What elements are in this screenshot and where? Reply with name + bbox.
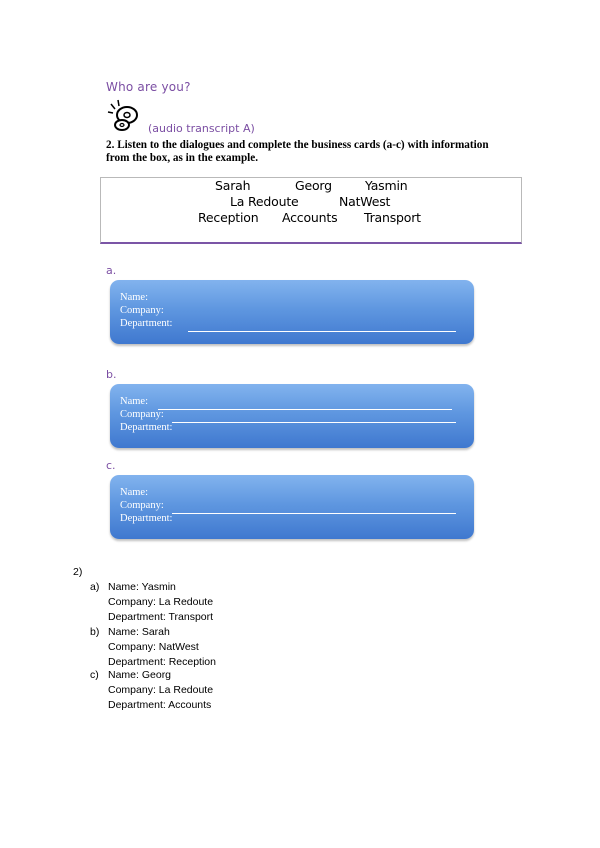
word-reception: Reception	[198, 210, 259, 225]
card-letter-b: b.	[106, 368, 117, 381]
word-georg: Georg	[295, 178, 332, 193]
card-name-label: Name:	[120, 487, 148, 498]
card-name-label: Name:	[120, 292, 148, 303]
word-natwest: NatWest	[339, 194, 391, 209]
audio-cd-icon	[106, 98, 144, 132]
worksheet-title: Who are you?	[106, 80, 191, 94]
answer-b-name: Name: Sarah	[108, 626, 170, 638]
word-la-redoute: La Redoute	[230, 194, 299, 209]
card-letter-a: a.	[106, 264, 117, 277]
answer-b-company: Company: NatWest	[108, 641, 199, 653]
business-card-a	[110, 280, 474, 344]
card-company-label: Company:	[120, 500, 164, 511]
answer-c-name: Name: Georg	[108, 669, 172, 681]
department-blank[interactable]	[188, 331, 456, 332]
answer-a-name: Name: Yasmin	[108, 581, 176, 593]
card-department-label: Department:	[120, 318, 173, 329]
instruction-line-1: 2. Listen to the dialogues and complete the business cards (a-c) with information	[106, 139, 489, 151]
name-blank[interactable]	[158, 409, 452, 410]
word-yasmin: Yasmin	[365, 178, 408, 193]
company-blank[interactable]	[172, 513, 456, 514]
business-card-c	[110, 475, 474, 539]
company-blank[interactable]	[172, 422, 456, 423]
word-box	[100, 177, 522, 244]
card-company-label: Company:	[120, 305, 164, 316]
word-accounts: Accounts	[282, 210, 338, 225]
answer-c-company: Company: La Redoute	[108, 684, 214, 696]
card-department-label: Department:	[120, 513, 173, 524]
answer-marker-c: c)	[90, 669, 99, 681]
card-letter-c: c.	[106, 459, 116, 472]
audio-transcript-note: (audio transcript A)	[148, 122, 255, 135]
answer-b-department: Department: Reception	[108, 656, 216, 668]
word-transport: Transport	[364, 210, 421, 225]
word-sarah: Sarah	[215, 178, 251, 193]
answer-c-department: Department: Accounts	[108, 699, 212, 711]
answer-a-company: Company: La Redoute	[108, 596, 214, 608]
instruction-line-2: from the box, as in the example.	[106, 152, 259, 164]
answer-a-department: Department: Transport	[108, 611, 214, 623]
answers-heading: 2)	[73, 566, 83, 578]
business-card-b	[110, 384, 474, 448]
card-company-label: Company:	[120, 409, 164, 420]
card-department-label: Department:	[120, 422, 173, 433]
answer-marker-a: a)	[90, 581, 100, 593]
card-name-label: Name:	[120, 396, 148, 407]
exercise-instruction	[106, 139, 526, 165]
answer-marker-b: b)	[90, 626, 100, 638]
